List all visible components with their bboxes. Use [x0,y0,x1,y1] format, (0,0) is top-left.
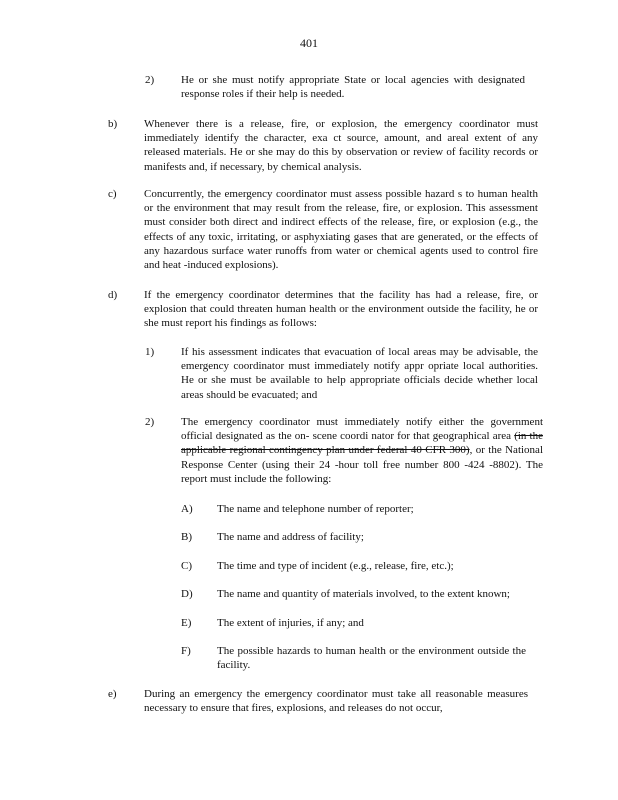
paragraph-text: Concurrently, the emergency coordinator must assess possible hazard s to human health or the environment that may result from the release, fire, or explosion. This assessment must consider both direct and indirect effects of the release, fire, or explosion (e.g., the effects of any toxic, irritating, or asphyxiating gases that are generated, or the effects of any hazardous surface water runoffs from water or chemical agents used to control fire and heat -induced explosions). [144,188,538,272]
paragraph-label: e) [108,688,117,700]
paragraph-label: 1) [145,346,155,358]
list-item-label: B) [181,531,192,543]
paragraph-text: If his assessment indicates that evacuation of local areas may be advisable, the emergency coordinator must immediately notify appr opriate local authorities. He or she must be available to help appropriate officials decide whether local areas should be evacuated; and [181,346,538,401]
list-item-label: D) [181,588,193,600]
text-after-deletion: , or the National Response Center (using their 24 -hour toll free number 800 -424 -8802). The report must include the following: [181,444,543,485]
list-item-text: The time and type of incident (e.g., release, fire, etc.); [217,560,454,572]
paragraph-label: d) [108,289,118,301]
list-item-label: E) [181,617,192,629]
list-item-text: The extent of injuries, if any; and [217,617,364,629]
paragraph-text [181,415,543,486]
list-item-text: The possible hazards to human health or the environment outside the facility. [217,645,526,672]
paragraph-label: b) [108,118,118,130]
list-item-label: F) [181,645,191,657]
paragraph-text: He or she must notify appropriate State or local agencies with designated response roles if their help is needed. [181,74,525,101]
paragraph-text: If the emergency coordinator determines that the facility has had a release, fire, or explosion that could threaten human health or the environment outside the facility, he or she must report his findings as follows: [144,289,538,330]
list-item-label: C) [181,560,192,572]
paragraph-label: 2) [145,74,155,86]
list-item-text: The name and address of facility; [217,531,364,543]
paragraph-text: During an emergency the emergency coordinator must take all reasonable measures necessary to ensure that fires, explosions, and releases do not occur, [144,688,528,715]
paragraph-label: c) [108,188,117,200]
deleted-text: (in the applicable regional contingency plan under federal 40 CFR 300) [181,430,543,457]
list-item-text: The name and telephone number of reporter; [217,503,414,515]
list-item-label: A) [181,503,193,515]
list-item-text: The name and quantity of materials involved, to the extent known; [217,588,510,600]
paragraph-text: Whenever there is a release, fire, or explosion, the emergency coordinator must immediately identify the character, exa ct source, amount, and areal extent of any released materials. He or she may do this by observation or review of facility records or manifests and, if necessary, by chemical analysis. [144,118,538,173]
page-number: 401 [300,36,318,50]
text-before-deletion: The emergency coordinator must immediately notify either the government official designated as the on- scene coordi nator for that geographical area [181,416,543,443]
paragraph-label: 2) [145,416,155,428]
